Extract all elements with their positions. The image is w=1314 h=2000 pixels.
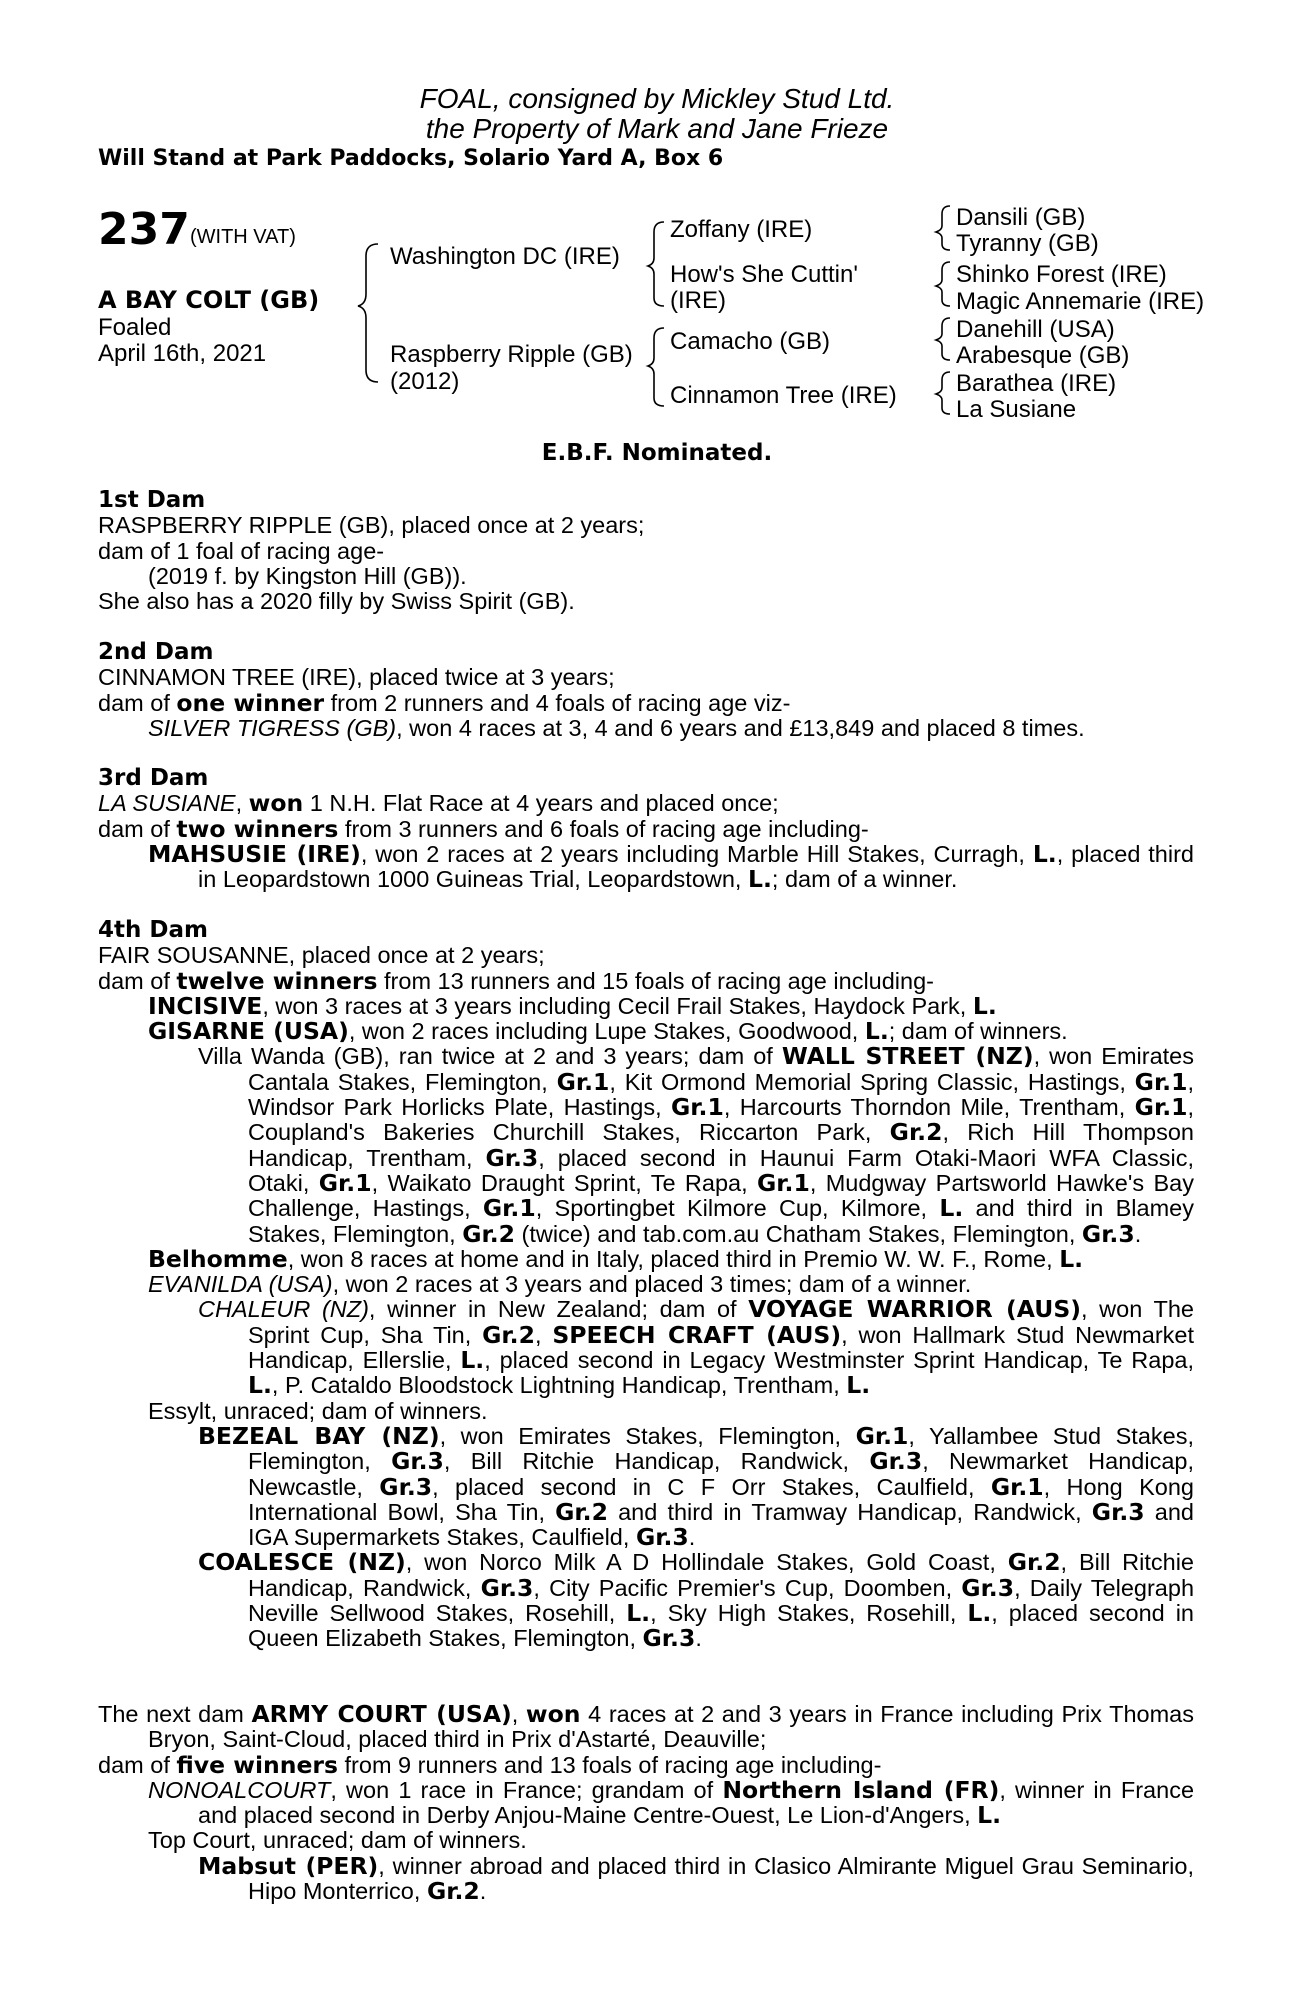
dam-produce-line: dam of twelve winners from 13 runners and 15 foals of racing age including- [98,966,934,995]
dam-produce-line: dam of two winners from 3 runners and 6 foals of racing age including- [98,814,869,843]
produce-entry: Essylt, unraced; dam of winners. [148,1397,488,1424]
produce-entry: CHALEUR (NZ), winner in New Zealand; dam of VOYAGE WARRIOR (AUS), won The Sprint Cup, Sha Tin, Gr.2, SPEECH CRAFT (AUS), won Hallmark Stud Newmarket Handicap, Ellerslie, L., placed second in Legacy Westminster Sprint Handicap, Te Rapa, L., P. Cataldo Bloodstock Lightning Handicap, Trentham, L. [198,1295,1194,1400]
dam-name: Raspberry Ripple (GB) [390,341,633,368]
dam-dam-name: Cinnamon Tree (IRE) [670,382,897,409]
lot-number: 237 [98,204,190,255]
ebf-nominated: E.B.F. Nominated. [541,440,773,466]
property-line: the Property of Mark and Jane Frieze [425,113,889,144]
dam-line: The next dam ARMY COURT (USA), won 4 races at 2 and 3 years in France including Prix Thomas Bryon, Saint-Cloud, placed third in Prix d'Astarté, Deauville; [98,1700,1194,1753]
first-dam-section [98,488,1194,614]
vat-note: (WITH VAT) [190,226,296,248]
dam-line: RASPBERRY RIPPLE (GB), placed once at 2 years; [98,512,645,539]
brace-g2 [936,262,950,306]
section-heading: 3rd Dam [98,765,209,791]
brace-main [358,244,378,382]
grandparent-3: Shinko Forest (IRE) [956,261,1167,288]
grandparent-8: La Susiane [956,396,1077,423]
lot-description: A BAY COLT (GB) [98,286,320,314]
produce-entry: BEZEAL BAY (NZ), won Emirates Stakes, Flemington, Gr.1, Yallambee Stud Stakes, Flemington, Gr.3, Bill Ritchie Handicap, Randwick, Gr.3, Newmarket Handicap, Newcastle, Gr.3, placed second in C F Orr Stakes, Caulfield, Gr.1, Hong Kong International Bowl, Sha Tin, Gr.2 and third in Tramway Handicap, Randwick, Gr.3 and IGA Supermarkets Stakes, Caulfield, Gr.3. [198,1421,1194,1552]
produce-entry: Mabsut (PER), winner abroad and placed third in Clasico Almirante Miguel Grau Seminario, Hipo Monterrico, Gr.2. [198,1851,1194,1906]
grandparent-2: Tyranny (GB) [956,230,1099,257]
dam-sire-name: Camacho (GB) [670,328,831,355]
dam-line: LA SUSIANE, won 1 N.H. Flat Race at 4 years and placed once; [98,789,779,818]
sire-dam-name-country: (IRE) [670,287,726,314]
dam-produce-line: dam of five winners from 9 runners and 13 foals of racing age including- [98,1750,882,1779]
produce-entry: GISARNE (USA), won 2 races including Lupe Stakes, Goodwood, L.; dam of winners. [148,1017,1068,1046]
brace-dam [648,328,664,406]
sire-sire-name: Zoffany (IRE) [670,216,813,243]
foaled-date: April 16th, 2021 [98,340,267,367]
grandparent-7: Barathea (IRE) [956,370,1117,397]
fourth-dam-section [98,918,1194,1652]
grandparent-4: Magic Annemarie (IRE) [956,288,1205,315]
second-dam-section [98,640,1194,741]
foaled-label: Foaled [98,314,172,341]
third-dam-section [98,766,1194,892]
produce-note: She also has a 2020 filly by Swiss Spirit (GB). [98,588,575,615]
dam-line: FAIR SOUSANNE, placed once at 2 years; [98,942,545,969]
dam-produce-line: dam of one winner from 2 runners and 4 foals of racing age viz- [98,688,791,717]
sire-name: Washington DC (IRE) [390,243,620,270]
brace-g1 [936,206,950,250]
section-heading: 2nd Dam [98,639,214,665]
produce-entry: EVANILDA (USA), won 2 races at 3 years and placed 3 times; dam of a winner. [148,1271,972,1298]
stand-location: Will Stand at Park Paddocks, Solario Yard A, Box 6 [98,146,724,171]
produce-entry: INCISIVE, won 3 races at 3 years including Cecil Frail Stakes, Haydock Park, L. [148,991,997,1020]
produce-entry: Top Court, unraced; dam of winners. [148,1827,527,1854]
grandparent-1: Dansili (GB) [956,204,1086,231]
section-heading: 1st Dam [98,487,206,513]
grandparent-5: Danehill (USA) [956,316,1115,343]
dam-line: CINNAMON TREE (IRE), placed twice at 3 years; [98,664,615,691]
next-dam-section [98,1702,1194,1904]
brace-g3 [936,318,950,360]
produce-entry: NONOALCOURT, won 1 race in France; grandam of Northern Island (FR), winner in France and placed second in Derby Anjou-Maine Centre-Ouest, Le Lion-d'Angers, L. [148,1775,1195,1830]
produce-entry: Villa Wanda (GB), ran twice at 2 and 3 years; dam of WALL STREET (NZ), won Emirates Cantala Stakes, Flemington, Gr.1, Kit Ormond Memorial Spring Classic, Hastings, Gr.1, Windsor Park Horlicks Plate, Hastings, Gr.1, Harcourts Thorndon Mile, Trentham, Gr.1, Coupland's Bakeries Churchill Stakes, Riccarton Park, Gr.2, Rich Hill Thompson Handicap, Trentham, Gr.3, placed second in Haunui Farm Otaki-Maori WFA Classic, Otaki, Gr.1, Waikato Draught Sprint, Te Rapa, Gr.1, Mudgway Partsworld Hawke's Bay Challenge, Hastings, Gr.1, Sportingbet Kilmore Cup, Kilmore, L. and third in Blamey Stakes, Flemington, Gr.2 (twice) and tab.com.au Chatham Stakes, Flemington, Gr.3. [198,1042,1195,1248]
produce-entry: (2019 f. by Kingston Hill (GB)). [148,562,467,589]
dam-produce-line: dam of 1 foal of racing age- [98,537,385,564]
produce-entry: COALESCE (NZ), won Norco Milk A D Hollindale Stakes, Gold Coast, Gr.2, Bill Ritchie Handicap, Randwick, Gr.3, City Pacific Premier's Cup, Doomben, Gr.3, Daily Telegraph Neville Sellwood Stakes, Rosehill, L., Sky High Stakes, Rosehill, L., placed second in Queen Elizabeth Stakes, Flemington, Gr.3. [198,1548,1195,1653]
sire-dam-name: How's She Cuttin' [670,261,858,288]
grandparent-6: Arabesque (GB) [956,342,1130,369]
brace-g4 [936,372,950,414]
consignor-line: FOAL, consigned by Mickley Stud Ltd. [419,83,895,114]
dam-year: (2012) [390,368,460,395]
section-heading: 4th Dam [98,917,208,943]
produce-entry: Belhomme, won 8 races at home and in Italy, placed third in Premio W. W. F., Rome, L. [148,1244,1084,1273]
produce-entry: MAHSUSIE (IRE), won 2 races at 2 years including Marble Hill Stakes, Curragh, L., placed third in Leopardstown 1000 Guineas Trial, Leopardstown, L.; dam of a winner. [148,839,1194,894]
produce-entry: SILVER TIGRESS (GB), won 4 races at 3, 4 and 6 years and £13,849 and placed 8 times. [148,714,1085,741]
brace-sire [648,222,664,306]
pedigree-braces [0,0,1314,440]
